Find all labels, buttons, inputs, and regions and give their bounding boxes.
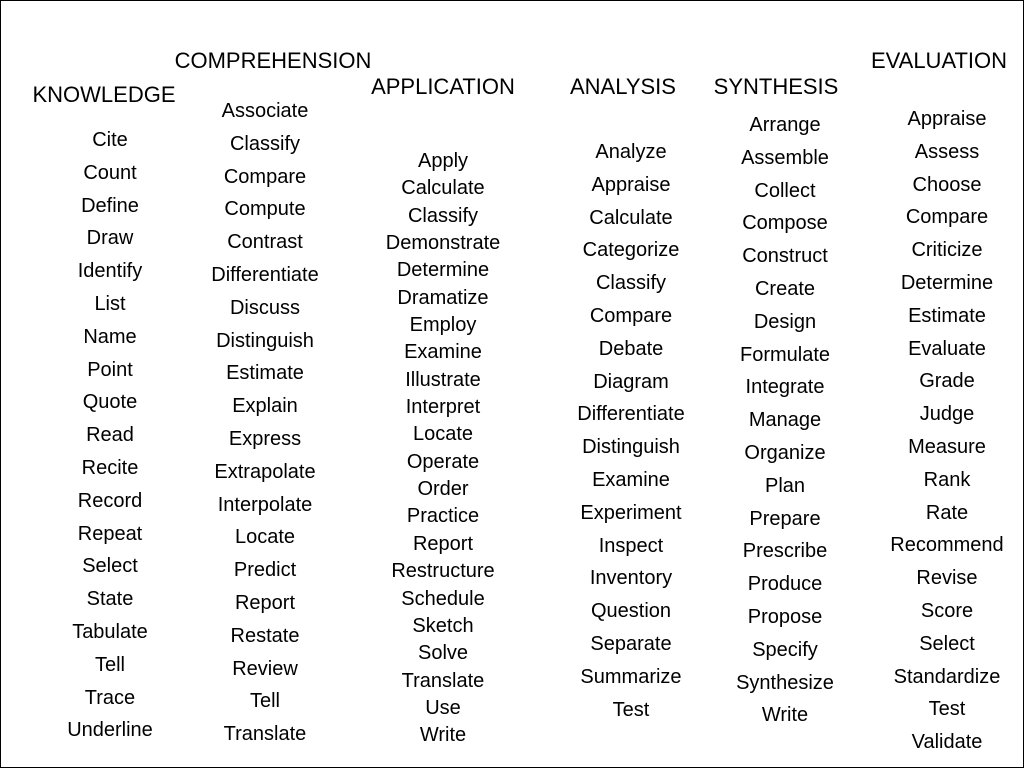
verb-synthesis-item: Formulate <box>739 343 831 366</box>
verb-synthesis-item: Create <box>754 277 816 300</box>
verb-evaluation-item: Rate <box>925 501 969 524</box>
verb-application-item: Classify <box>407 204 478 227</box>
heading-application: APPLICATION <box>371 74 515 99</box>
verb-knowledge-item: List <box>94 292 126 315</box>
verb-comprehension-item: Predict <box>233 559 297 582</box>
verb-knowledge-item: Name <box>83 325 137 348</box>
verb-comprehension-item: Discuss <box>229 296 300 319</box>
verb-evaluation-item: Compare <box>905 206 989 229</box>
verb-application-item: Translate <box>401 669 485 692</box>
verb-synthesis-item: Produce <box>747 573 823 596</box>
verb-comprehension-item: Contrast <box>227 231 303 254</box>
verb-knowledge-item: Cite <box>92 129 128 151</box>
verb-knowledge-item: Count <box>83 161 137 184</box>
verb-evaluation-item: Grade <box>919 370 975 393</box>
verb-evaluation-item: Judge <box>919 403 975 426</box>
verb-knowledge-item: Point <box>87 358 133 381</box>
heading-knowledge: KNOWLEDGE <box>32 82 176 107</box>
verb-synthesis-item: Manage <box>748 409 822 432</box>
verb-application-item: Sketch <box>412 614 474 637</box>
verb-analysis-item: Separate <box>590 632 672 655</box>
verb-analysis-item: Inspect <box>598 534 664 557</box>
verb-evaluation-item: Evaluate <box>908 337 986 360</box>
verb-comprehension-item: Associate <box>221 100 309 122</box>
verb-analysis-item: Classify <box>595 272 666 295</box>
verb-application-item: Report <box>412 532 474 555</box>
verb-application-item: Write <box>419 724 467 747</box>
verb-evaluation-item: Test <box>928 698 966 721</box>
verb-evaluation-item: Rank <box>923 468 971 491</box>
verb-analysis-item: Categorize <box>582 239 680 262</box>
verb-synthesis-item: Specify <box>752 638 818 661</box>
verb-evaluation-item: Recommend <box>890 534 1004 557</box>
verb-application-item: Restructure <box>391 560 495 583</box>
verb-comprehension-item: Locate <box>234 526 296 549</box>
verb-knowledge-item: State <box>86 588 134 611</box>
verb-knowledge-item: Tell <box>94 653 125 676</box>
verb-synthesis-item: Design <box>753 310 817 333</box>
verb-evaluation-item: Measure <box>908 435 986 458</box>
verb-knowledge-item: Draw <box>86 227 134 250</box>
verb-analysis-item: Question <box>590 600 672 623</box>
verb-knowledge-item: Record <box>77 489 143 512</box>
verb-application-item: Use <box>425 696 461 719</box>
verb-knowledge-item: Select <box>82 555 138 578</box>
verb-evaluation-item: Revise <box>916 567 978 590</box>
verb-synthesis-item: Construct <box>742 245 828 268</box>
verb-comprehension-item: Explain <box>232 395 298 418</box>
verb-synthesis-item: Collect <box>754 179 816 202</box>
verb-analysis-item: Distinguish <box>582 436 680 459</box>
heading-comprehension: COMPREHENSION <box>174 48 372 73</box>
verb-application-item: Locate <box>412 423 474 446</box>
verb-application-item: Determine <box>396 259 490 282</box>
verb-comprehension-item: Restate <box>230 624 300 647</box>
verb-comprehension-item: Differentiate <box>211 263 319 286</box>
verb-application-item: Practice <box>406 505 480 528</box>
verb-comprehension-item: Tell <box>249 690 280 713</box>
word-list-application <box>343 148 543 750</box>
heading-evaluation: EVALUATION <box>870 48 1008 73</box>
verb-synthesis-item: Plan <box>764 474 806 497</box>
verb-evaluation-item: Validate <box>911 731 983 754</box>
verb-application-item: Employ <box>409 314 477 337</box>
word-list-comprehension <box>165 95 365 751</box>
verb-evaluation-item: Criticize <box>911 239 983 262</box>
verb-analysis-item: Examine <box>592 468 670 491</box>
verb-comprehension-item: Classify <box>229 132 300 155</box>
verb-synthesis-item: Write <box>761 704 809 727</box>
verb-comprehension-item: Estimate <box>226 362 304 385</box>
verb-analysis-item: Experiment <box>580 501 682 524</box>
verb-comprehension-item: Compute <box>224 198 306 221</box>
verb-comprehension-item: Translate <box>223 723 307 746</box>
verb-analysis-item: Test <box>612 698 650 721</box>
verb-analysis-item: Appraise <box>591 173 671 196</box>
verb-comprehension-item: Distinguish <box>216 329 314 352</box>
verb-analysis-item: Debate <box>598 337 664 360</box>
verb-application-item: Schedule <box>401 587 485 610</box>
verb-application-item: Calculate <box>401 177 485 200</box>
verb-knowledge-item: Read <box>86 424 134 447</box>
verb-application-item: Interpret <box>405 396 481 419</box>
heading-synthesis: SYNTHESIS <box>713 74 839 99</box>
verb-knowledge-item: Identify <box>77 260 143 283</box>
verb-synthesis-item: Compose <box>742 212 828 235</box>
verb-comprehension-item: Extrapolate <box>214 460 316 483</box>
heading-analysis: ANALYSIS <box>570 74 676 99</box>
verb-application-item: Examine <box>404 341 482 364</box>
verb-application-item: Solve <box>417 642 469 665</box>
verb-comprehension-item: Report <box>234 591 296 614</box>
verb-knowledge-item: Underline <box>67 719 153 742</box>
verb-analysis-item: Calculate <box>589 206 673 229</box>
verb-application-item: Illustrate <box>405 368 481 391</box>
verb-comprehension-item: Review <box>232 657 298 680</box>
verb-analysis-item: Summarize <box>580 665 682 688</box>
verb-synthesis-item: Prepare <box>749 507 821 530</box>
verb-evaluation-item: Assess <box>914 140 980 163</box>
verb-synthesis-item: Arrange <box>749 114 821 136</box>
verb-knowledge-item: Quote <box>82 391 138 414</box>
verb-analysis-item: Compare <box>589 304 673 327</box>
verb-synthesis-item: Propose <box>747 605 823 628</box>
verb-analysis-item: Inventory <box>589 567 673 590</box>
verb-evaluation-item: Determine <box>900 271 994 294</box>
verb-comprehension-item: Compare <box>223 165 307 188</box>
verb-analysis-item: Diagram <box>593 370 669 393</box>
verb-analysis-item: Analyze <box>595 141 667 163</box>
verb-comprehension-item: Interpolate <box>217 493 313 516</box>
verb-knowledge-item: Tabulate <box>72 620 148 643</box>
verb-application-item: Operate <box>406 450 480 473</box>
verb-synthesis-item: Synthesize <box>736 671 834 694</box>
word-list-evaluation <box>847 103 1024 759</box>
verb-knowledge-item: Define <box>81 194 139 217</box>
verb-evaluation-item: Score <box>920 599 974 622</box>
verb-synthesis-item: Prescribe <box>742 540 828 563</box>
verb-synthesis-item: Integrate <box>745 376 825 399</box>
verb-evaluation-item: Select <box>919 632 975 655</box>
verb-application-item: Dramatize <box>397 286 489 309</box>
verb-application-item: Order <box>417 478 469 501</box>
verb-knowledge-item: Recite <box>81 456 139 479</box>
verb-application-item: Apply <box>417 150 469 172</box>
verb-evaluation-item: Choose <box>912 173 982 196</box>
verb-application-item: Demonstrate <box>385 232 501 255</box>
verb-knowledge-item: Trace <box>84 686 136 709</box>
verb-synthesis-item: Assemble <box>741 146 829 169</box>
verb-evaluation-item: Estimate <box>908 304 986 327</box>
verb-knowledge-item: Repeat <box>77 522 143 545</box>
verb-evaluation-item: Appraise <box>907 108 987 130</box>
verb-synthesis-item: Organize <box>744 441 826 464</box>
verb-evaluation-item: Standardize <box>893 665 1001 688</box>
verb-comprehension-item: Express <box>228 427 302 450</box>
verb-analysis-item: Differentiate <box>577 403 685 426</box>
